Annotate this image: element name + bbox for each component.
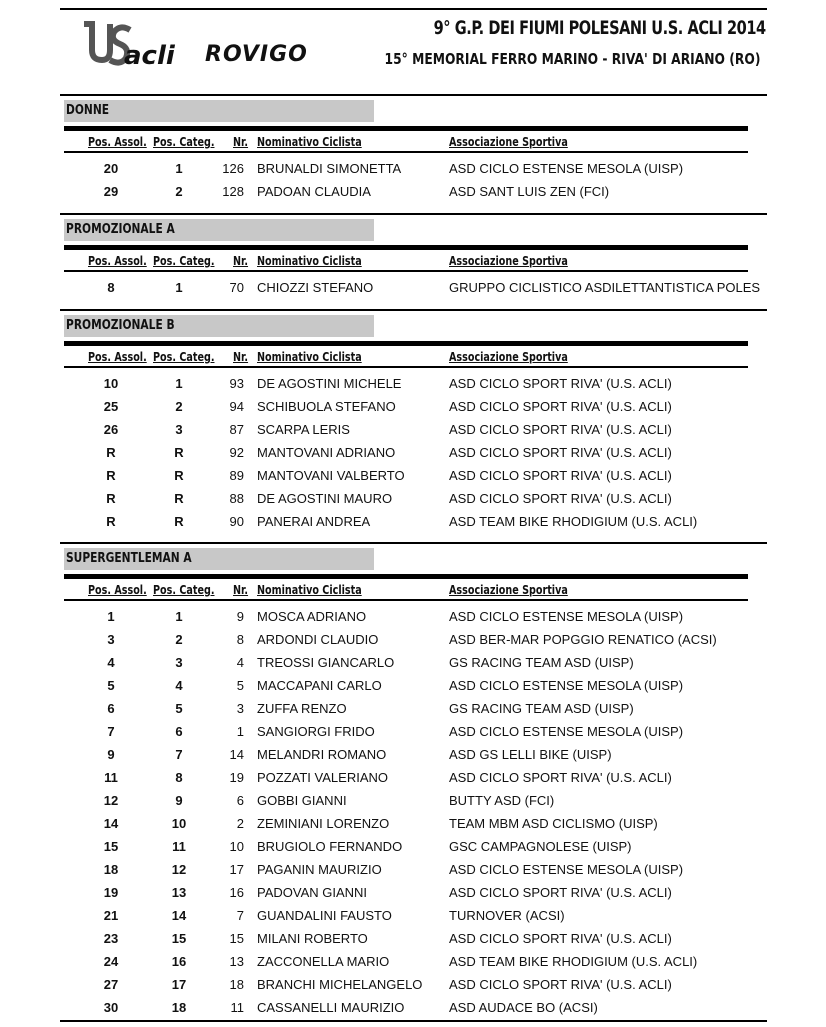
- number-cell: 7: [236, 908, 244, 923]
- club-cell: ASD BER-MAR POPGGIO RENATICO (ACSI): [449, 632, 717, 647]
- pos-assol-cell: 6: [107, 701, 115, 716]
- number-cell: 94: [229, 399, 244, 414]
- pos-assol-cell: 8: [107, 280, 115, 295]
- club-cell: ASD CICLO SPORT RIVA' (U.S. ACLI): [449, 885, 672, 900]
- club-cell: ASD CICLO SPORT RIVA' (U.S. ACLI): [449, 931, 672, 946]
- number-cell: 15: [229, 931, 244, 946]
- number-cell: 8: [236, 632, 244, 647]
- category-name: DONNE: [66, 103, 110, 118]
- number-cell: 128: [222, 184, 244, 199]
- number-cell: 11: [230, 1000, 244, 1015]
- number-cell: 3: [236, 701, 244, 716]
- club-cell: ASD TEAM BIKE RHODIGIUM (U.S. ACLI): [449, 514, 698, 529]
- club-cell: ASD CICLO SPORT RIVA' (U.S. ACLI): [449, 468, 672, 483]
- pos-categ-cell: 18: [171, 1000, 187, 1015]
- number-cell: 16: [229, 885, 244, 900]
- rider-name-cell: MOSCA ADRIANO: [257, 609, 367, 624]
- number-cell: 10: [229, 839, 244, 854]
- event-title: 9° G.P. DEI FIUMI POLESANI U.S. ACLI 2014: [433, 17, 766, 39]
- number-cell: 90: [229, 514, 244, 529]
- club-cell: ASD CICLO SPORT RIVA' (U.S. ACLI): [449, 399, 672, 414]
- rider-name-cell: MANTOVANI VALBERTO: [257, 468, 405, 483]
- event-subtitle: 15° MEMORIAL FERRO MARINO - RIVA' DI ARIANO (RO): [384, 50, 760, 68]
- number-cell: 18: [229, 977, 244, 992]
- rider-name-cell: BRANCHI MICHELANGELO: [257, 977, 423, 992]
- column-header-nr: Nr.: [233, 254, 249, 268]
- rider-name-cell: ZUFFA RENZO: [257, 701, 347, 716]
- pos-assol-cell: 27: [103, 977, 119, 992]
- pos-categ-cell: 9: [175, 793, 183, 808]
- table-row: [0, 977, 826, 999]
- pos-categ-cell: 17: [171, 977, 187, 992]
- number-cell: 13: [229, 954, 244, 969]
- column-header-pos_categ: Pos. Categ.: [153, 135, 215, 149]
- pos-categ-cell: 3: [175, 655, 183, 670]
- pos-assol-cell: 18: [103, 862, 119, 877]
- pos-assol-cell: R: [106, 491, 116, 506]
- pos-assol-cell: R: [106, 468, 116, 483]
- table-row: [0, 724, 826, 746]
- rider-name-cell: MILANI ROBERTO: [257, 931, 368, 946]
- club-cell: BUTTY ASD (FCI): [449, 793, 555, 808]
- category-label: [64, 548, 374, 570]
- column-header-pos_assol: Pos. Assol.: [88, 254, 147, 268]
- column-header-nominativo: Nominativo Ciclista: [257, 135, 362, 149]
- club-cell: ASD GS LELLI BIKE (UISP): [449, 747, 612, 762]
- table-row: [0, 954, 826, 976]
- rider-name-cell: DE AGOSTINI MAURO: [257, 491, 393, 506]
- pos-assol-cell: 3: [107, 632, 115, 647]
- column-header-nominativo: Nominativo Ciclista: [257, 254, 362, 268]
- pos-categ-cell: 3: [175, 422, 183, 437]
- column-header-pos_assol: Pos. Assol.: [88, 135, 147, 149]
- rider-name-cell: PADOVAN GIANNI: [257, 885, 368, 900]
- category-label: [64, 100, 374, 122]
- rider-name-cell: CHIOZZI STEFANO: [257, 280, 374, 295]
- club-cell: ASD CICLO SPORT RIVA' (U.S. ACLI): [449, 445, 672, 460]
- club-cell: ASD CICLO SPORT RIVA' (U.S. ACLI): [449, 376, 672, 391]
- table-row: [0, 747, 826, 769]
- club-cell: ASD CICLO ESTENSE MESOLA (UISP): [449, 161, 684, 176]
- pos-categ-cell: 1: [175, 609, 183, 624]
- rider-name-cell: CASSANELLI MAURIZIO: [257, 1000, 405, 1015]
- rider-name-cell: ZACCONELLA MARIO: [257, 954, 390, 969]
- club-cell: ASD CICLO ESTENSE MESOLA (UISP): [449, 724, 684, 739]
- pos-categ-cell: 15: [171, 931, 187, 946]
- category-label: [64, 219, 374, 241]
- pos-categ-cell: 6: [175, 724, 183, 739]
- pos-categ-cell: 1: [175, 280, 183, 295]
- table-row: [0, 161, 826, 183]
- rider-name-cell: DE AGOSTINI MICHELE: [257, 376, 402, 391]
- header-rule-bottom: [64, 151, 748, 153]
- pos-categ-cell: 13: [171, 885, 187, 900]
- column-header-nominativo: Nominativo Ciclista: [257, 350, 362, 364]
- rider-name-cell: GOBBI GIANNI: [257, 793, 347, 808]
- number-cell: 88: [229, 491, 244, 506]
- club-cell: ASD CICLO SPORT RIVA' (U.S. ACLI): [449, 491, 672, 506]
- section-divider: [60, 542, 767, 544]
- number-cell: 1: [236, 724, 244, 739]
- pos-assol-cell: R: [106, 514, 116, 529]
- column-header-pos_assol: Pos. Assol.: [88, 350, 147, 364]
- logo-wordmark: acli: [124, 41, 175, 71]
- club-cell: ASD SANT LUIS ZEN (FCI): [449, 184, 610, 199]
- column-header-pos_categ: Pos. Categ.: [153, 254, 215, 268]
- column-header-nr: Nr.: [233, 350, 249, 364]
- header-rule-top: [64, 574, 748, 579]
- column-header-pos_assol: Pos. Assol.: [88, 583, 147, 597]
- pos-categ-cell: 10: [171, 816, 187, 831]
- column-header-nominativo: Nominativo Ciclista: [257, 583, 362, 597]
- rider-name-cell: BRUNALDI SIMONETTA: [257, 161, 402, 176]
- pos-categ-cell: 2: [175, 632, 183, 647]
- pos-assol-cell: 14: [103, 816, 119, 831]
- table-row: [0, 931, 826, 953]
- table-row: [0, 793, 826, 815]
- column-header-associazione: Associazione Sportiva: [449, 583, 568, 597]
- header-rule-top: [64, 126, 748, 131]
- pos-assol-cell: 19: [103, 885, 119, 900]
- table-row: [0, 839, 826, 861]
- pos-assol-cell: 20: [103, 161, 119, 176]
- table-row: [0, 491, 826, 513]
- header-rule-top: [64, 245, 748, 250]
- header-rule-bottom: [64, 599, 748, 601]
- number-cell: 70: [229, 280, 244, 295]
- table-row: [0, 280, 826, 302]
- club-cell: ASD CICLO ESTENSE MESOLA (UISP): [449, 862, 684, 877]
- number-cell: 93: [229, 376, 244, 391]
- number-cell: 89: [229, 468, 244, 483]
- rider-name-cell: POZZATI VALERIANO: [257, 770, 388, 785]
- club-cell: ASD CICLO ESTENSE MESOLA (UISP): [449, 678, 684, 693]
- pos-assol-cell: 1: [107, 609, 115, 624]
- pos-categ-cell: 2: [175, 399, 183, 414]
- table-row: [0, 885, 826, 907]
- pos-categ-cell: 12: [171, 862, 187, 877]
- pos-assol-cell: 25: [103, 399, 119, 414]
- club-cell: ASD CICLO SPORT RIVA' (U.S. ACLI): [449, 770, 672, 785]
- number-cell: 9: [236, 609, 244, 624]
- column-header-associazione: Associazione Sportiva: [449, 350, 568, 364]
- pos-categ-cell: 5: [175, 701, 183, 716]
- table-row: [0, 908, 826, 930]
- section-divider: [60, 309, 767, 311]
- club-cell: GS RACING TEAM ASD (UISP): [449, 655, 634, 670]
- rider-name-cell: TREOSSI GIANCARLO: [257, 655, 395, 670]
- table-row: [0, 399, 826, 421]
- pos-categ-cell: 16: [171, 954, 187, 969]
- number-cell: 92: [229, 445, 244, 460]
- table-row: [0, 678, 826, 700]
- rider-name-cell: PAGANIN MAURIZIO: [257, 862, 382, 877]
- table-row: [0, 468, 826, 490]
- pos-assol-cell: 4: [107, 655, 115, 670]
- number-cell: 87: [229, 422, 244, 437]
- pos-assol-cell: 5: [107, 678, 115, 693]
- pos-categ-cell: 2: [175, 184, 183, 199]
- header-divider: [60, 94, 767, 96]
- rider-name-cell: PADOAN CLAUDIA: [257, 184, 371, 199]
- pos-assol-cell: 26: [103, 422, 119, 437]
- club-cell: GS RACING TEAM ASD (UISP): [449, 701, 634, 716]
- rider-name-cell: ZEMINIANI LORENZO: [257, 816, 390, 831]
- rider-name-cell: PANERAI ANDREA: [257, 514, 371, 529]
- table-row: [0, 609, 826, 631]
- pos-assol-cell: 21: [103, 908, 119, 923]
- table-row: [0, 514, 826, 536]
- pos-categ-cell: R: [174, 445, 184, 460]
- pos-assol-cell: 9: [107, 747, 115, 762]
- rider-name-cell: SANGIORGI FRIDO: [257, 724, 375, 739]
- category-name: PROMOZIONALE A: [66, 222, 175, 237]
- rider-name-cell: SCHIBUOLA STEFANO: [257, 399, 396, 414]
- header-rule-bottom: [64, 270, 748, 272]
- rider-name-cell: MANTOVANI ADRIANO: [257, 445, 396, 460]
- header-rule-top: [64, 341, 748, 346]
- number-cell: 14: [229, 747, 244, 762]
- table-row: [0, 1000, 826, 1022]
- number-cell: 126: [222, 161, 244, 176]
- club-cell: GRUPPO CICLISTICO ASDILETTANTISTICA POLES: [449, 280, 761, 295]
- number-cell: 2: [236, 816, 244, 831]
- pos-categ-cell: R: [174, 468, 184, 483]
- pos-categ-cell: 4: [175, 678, 183, 693]
- club-cell: ASD CICLO SPORT RIVA' (U.S. ACLI): [449, 422, 672, 437]
- pos-assol-cell: R: [106, 445, 116, 460]
- pos-categ-cell: 1: [175, 376, 183, 391]
- club-cell: ASD CICLO ESTENSE MESOLA (UISP): [449, 609, 684, 624]
- top-border: [60, 8, 767, 10]
- pos-categ-cell: R: [174, 514, 184, 529]
- pos-assol-cell: 7: [107, 724, 115, 739]
- pos-assol-cell: 30: [103, 1000, 119, 1015]
- pos-assol-cell: 15: [103, 839, 119, 854]
- pos-categ-cell: 8: [175, 770, 183, 785]
- rider-name-cell: MELANDRI ROMANO: [257, 747, 387, 762]
- number-cell: 5: [236, 678, 244, 693]
- category-name: PROMOZIONALE B: [66, 318, 175, 333]
- rider-name-cell: MACCAPANI CARLO: [257, 678, 382, 693]
- column-header-nr: Nr.: [233, 583, 249, 597]
- category-label: [64, 315, 374, 337]
- number-cell: 4: [236, 655, 244, 670]
- pos-categ-cell: 11: [172, 839, 186, 854]
- rider-name-cell: BRUGIOLO FERNANDO: [257, 839, 403, 854]
- table-row: [0, 445, 826, 467]
- club-cell: TURNOVER (ACSI): [449, 908, 565, 923]
- club-cell: ASD CICLO SPORT RIVA' (U.S. ACLI): [449, 977, 672, 992]
- club-cell: TEAM MBM ASD CICLISMO (UISP): [449, 816, 658, 831]
- section-divider: [60, 1020, 767, 1022]
- rider-name-cell: SCARPA LERIS: [257, 422, 350, 437]
- number-cell: 6: [236, 793, 244, 808]
- club-cell: GSC CAMPAGNOLESE (UISP): [449, 839, 632, 854]
- table-row: [0, 632, 826, 654]
- city-name: ROVIGO: [205, 42, 308, 67]
- number-cell: 17: [229, 862, 244, 877]
- pos-assol-cell: 29: [103, 184, 119, 199]
- table-row: [0, 816, 826, 838]
- pos-assol-cell: 12: [103, 793, 119, 808]
- table-row: [0, 862, 826, 884]
- rider-name-cell: ARDONDI CLAUDIO: [257, 632, 379, 647]
- pos-categ-cell: 14: [171, 908, 187, 923]
- pos-categ-cell: R: [174, 491, 184, 506]
- number-cell: 19: [229, 770, 244, 785]
- pos-assol-cell: 23: [103, 931, 119, 946]
- rider-name-cell: GUANDALINI FAUSTO: [257, 908, 392, 923]
- club-cell: ASD AUDACE BO (ACSI): [449, 1000, 598, 1015]
- pos-categ-cell: 1: [175, 161, 183, 176]
- section-divider: [60, 213, 767, 215]
- category-name: SUPERGENTLEMAN A: [66, 551, 192, 566]
- column-header-associazione: Associazione Sportiva: [449, 254, 568, 268]
- pos-assol-cell: 11: [104, 770, 118, 785]
- us-acli-logo: [80, 20, 190, 72]
- table-row: [0, 184, 826, 206]
- column-header-pos_categ: Pos. Categ.: [153, 583, 215, 597]
- table-row: [0, 655, 826, 677]
- pos-categ-cell: 7: [175, 747, 183, 762]
- table-row: [0, 422, 826, 444]
- club-cell: ASD TEAM BIKE RHODIGIUM (U.S. ACLI): [449, 954, 698, 969]
- pos-assol-cell: 10: [103, 376, 119, 391]
- pos-assol-cell: 24: [103, 954, 119, 969]
- column-header-associazione: Associazione Sportiva: [449, 135, 568, 149]
- column-header-pos_categ: Pos. Categ.: [153, 350, 215, 364]
- table-row: [0, 376, 826, 398]
- header-rule-bottom: [64, 366, 748, 368]
- column-header-nr: Nr.: [233, 135, 249, 149]
- table-row: [0, 770, 826, 792]
- table-row: [0, 701, 826, 723]
